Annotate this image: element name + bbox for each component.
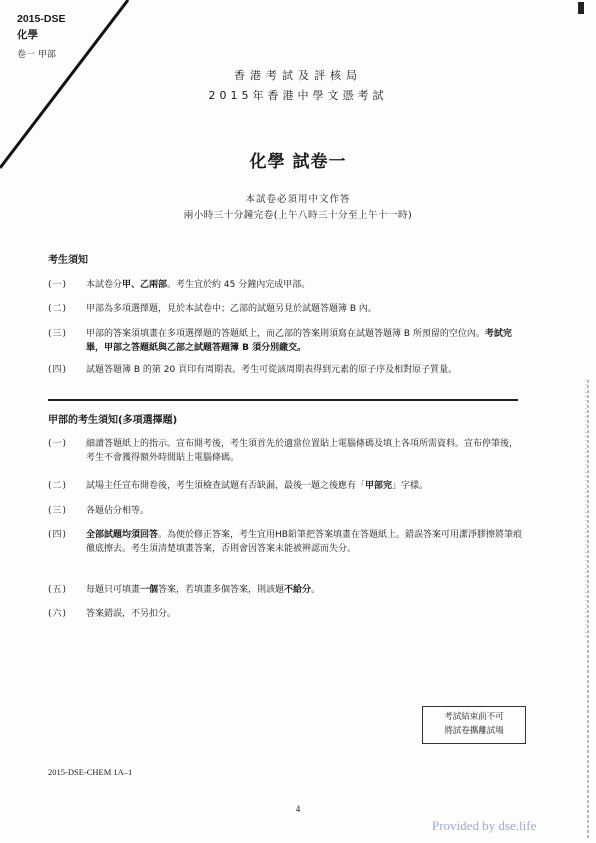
- language-instruction: 本試卷必須用中文作答: [245, 194, 351, 205]
- time-instruction: 兩小時三十分鐘完卷(上午八時三十分至上午十一時): [183, 210, 413, 221]
- item-text: 各題佔分相等。: [86, 506, 150, 516]
- item-number: (三): [48, 329, 68, 339]
- general-instructions-heading: 考生須知: [48, 255, 88, 266]
- paper-title: 化學 試卷一: [249, 152, 347, 172]
- item-number: (四): [48, 530, 68, 540]
- item-text: 試場主任宣布開卷後，考生須檢查試題有否缺漏，最後一題之後應有「甲部完」字樣。: [86, 481, 429, 491]
- item-number: (一): [48, 439, 68, 449]
- item-text: 答案錯誤，不另扣分。: [86, 609, 177, 619]
- notice-line-2: 將試卷攜離試場: [444, 726, 504, 736]
- corner-diagonal-line: [0, 0, 140, 170]
- item-number: (三): [48, 506, 68, 516]
- item-number: (一): [48, 280, 68, 290]
- item-number: (二): [48, 304, 68, 314]
- item-text: 甲部為多項選擇題，見於本試卷中；乙部的試題另見於試題答題簿 B 內。: [86, 304, 377, 314]
- item-text: 全部試題均須回答。為便於修正答案，考生宜用HB鉛筆把答案填畫在答題紙上。錯誤答案可用潔淨膠擦將筆痕徹底擦去。考生須清楚填畫答案，否則會因答案未能被辨認而失分。: [86, 530, 522, 554]
- item-text: 每題只可填畫一個答案，若填畫多個答案，則該題不給分。: [86, 585, 321, 595]
- item-number: (六): [48, 609, 68, 619]
- item-text: 本試卷分甲、乙兩部。考生宜於約 45 分鐘內完成甲部。: [86, 280, 311, 290]
- item-text: 試題答題簿 B 的第 20 頁印有周期表。考生可從該周期表得到元素的原子序及相對原子質量。: [86, 365, 458, 375]
- item-number: (二): [48, 481, 68, 491]
- exam-room-notice-box: [422, 706, 526, 744]
- item-text: 細讀答題紙上的指示。宣布開考後，考生須首先於適當位置貼上電腦條碼及填上各項所需資料。宣布停筆後，考生不會獲得額外時間貼上電腦條碼。: [86, 439, 519, 463]
- item-number: (五): [48, 585, 68, 595]
- authority-name: 香港考試及評核局: [234, 69, 362, 82]
- item-number: (四): [48, 365, 68, 375]
- watermark-text: Provided by dse.life: [432, 818, 537, 833]
- section-a-heading: 甲部的考生須知(多項選擇題): [48, 415, 178, 426]
- paper-code-label: 2015-DSE: [17, 13, 66, 25]
- section-divider: [48, 399, 518, 401]
- page-number: 4: [295, 804, 301, 814]
- exam-name: 2015年香港中學文憑考試: [208, 89, 388, 102]
- paper-part-label: 卷一 甲部: [17, 50, 56, 60]
- item-text: 甲部的答案須填畫在多項選擇題的答題紙上，而乙部的答案則須寫在試題答題簿 B 所預留的空位內。考試完畢，甲部之答題紙與乙部之試題答題簿 B 須分別繳交。: [86, 329, 512, 353]
- scan-edge-marks: [574, 0, 596, 843]
- notice-line-1: 考試結束前不可: [444, 712, 504, 722]
- subject-label: 化學: [17, 29, 38, 41]
- footer-paper-code: 2015-DSE-CHEM 1A–1: [48, 767, 133, 777]
